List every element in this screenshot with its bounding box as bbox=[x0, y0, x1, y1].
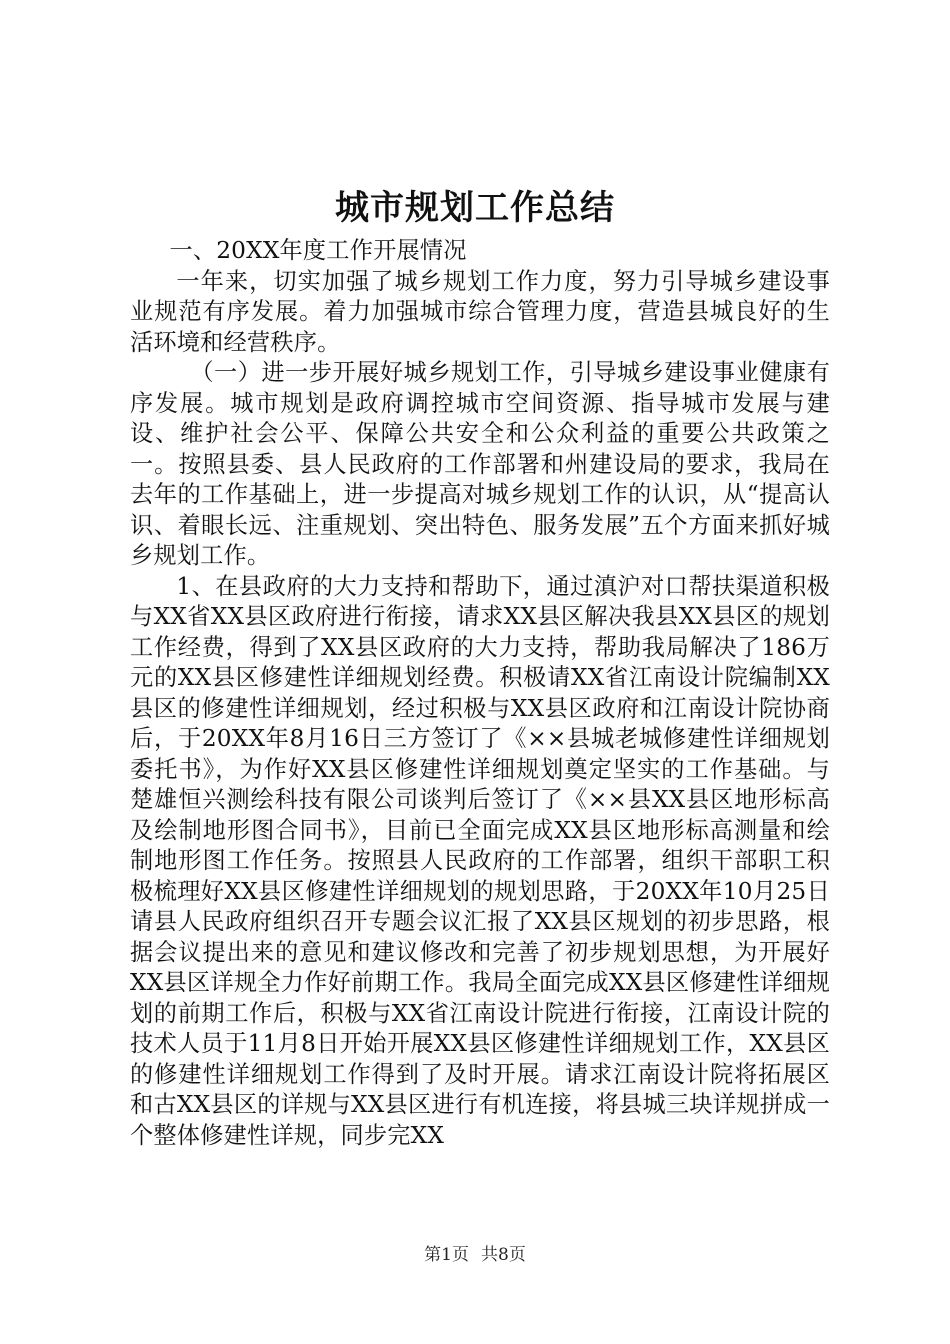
page-footer bbox=[0, 1244, 950, 1266]
body-paragraph: 一年来，切实加强了城乡规划工作力度，努力引导城乡建设事业规范有序发展。着力加强城市综合管理力度，营造县城良好的生活环境和经营秩序。 bbox=[130, 267, 830, 356]
item-paragraph: 1、在县政府的大力支持和帮助下，通过滇沪对口帮扶渠道积极与XX省XX县区政府进行衔接，请求XX县区解决我县XX县区的规划工作经费，得到了XX县区政府的大力支持，帮助我局解决了186万元的XX县区修建性详细规划经费。积极请XX省江南设计院编制XX县区的修建性详细规划，经过积极与XX县区政府和江南设计院协商后，于20XX年8月16日三方签订了《××县城老城修建性详细规划委托书》，为作好XX县区修建性详细规划奠定坚实的工作基础。与楚雄恒兴测绘科技有限公司谈判后签订了《××县XX县区地形标高及绘制地形图合同书》，目前已全面完成XX县区地形标高测量和绘制地形图工作任务。按照县人民政府的工作部署，组织干部职工积极梳理好XX县区修建性详细规划的规划思路，于20XX年10月25日请县人民政府组织召开专题会议汇报了XX县区规划的初步思路，根据会议提出来的意见和建议修改和完善了初步规划思想，为开展好XX县区详规全力作好前期工作。我局全面完成XX县区修建性详细规划的前期工作后，积极与XX省江南设计院进行衔接，江南设计院的技术人员于11月8日开始开展XX县区修建性详细规划工作，XX县区的修建性详细规划工作得到了及时开展。请求江南设计院将拓展区和古XX县区的详规与XX县区进行有机连接，将县城三块详规拼成一个整体修建性详规，同步完XX bbox=[130, 572, 830, 1149]
document-title: 城市规划工作总结 bbox=[335, 188, 615, 228]
page-total: 共8页 bbox=[481, 1245, 526, 1265]
section-heading: 一、20XX年度工作开展情况 bbox=[169, 237, 467, 264]
subsection-paragraph: （一）进一步开展好城乡规划工作，引导城乡建设事业健康有序发展。城市规划是政府调控城市空间资源、指导城市发展与建设、维护社会公平、保障公共安全和公众利益的重要公共政策之一。按照县委、县人民政府的工作部署和州建设局的要求，我局在去年的工作基础上，进一步提高对城乡规划工作的认识，从“提高认识、着眼长远、注重规划、突出特色、服务发展”五个方面来抓好城乡规划工作。 bbox=[130, 359, 830, 569]
page-number: 第1页 bbox=[424, 1245, 469, 1265]
document-body bbox=[130, 236, 830, 1151]
